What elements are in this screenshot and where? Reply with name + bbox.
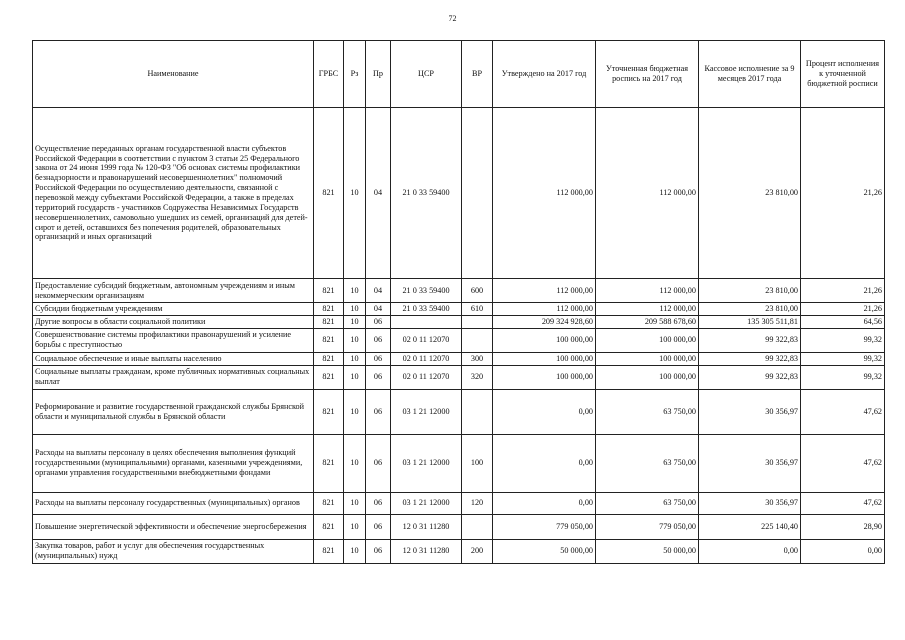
row-approved: 779 050,00 [493, 514, 596, 539]
row-vr [462, 514, 493, 539]
row-name: Осуществление переданных органам государственной власти субъектов Российской Федерации в соответствии с пунктом 3 статьи 25 Федерального закона от 24 июня 1999 года № 120-ФЗ "Об основах системы профилактики безнадзорности и правонарушений несовершеннолетних" полномочий Российской Федерации по осуществлению деятельности, связанной с перевозкой между субъектами Российской Федерации, а также в пределах территорий государств - участников Содружества Независимых Государств несовершеннолетних, самовольно ушедших из семей, организаций для детей-сирот и детей, оставшихся без попечения родителей, образовательных организаций и иных организаций [33, 108, 314, 279]
table-row [33, 352, 885, 365]
row-rz: 10 [344, 434, 366, 492]
row-approved: 0,00 [493, 492, 596, 514]
row-pr: 06 [366, 389, 391, 434]
row-cash: 225 140,40 [699, 514, 801, 539]
row-csr: 02 0 11 12070 [391, 328, 462, 352]
row-csr: 21 0 33 59400 [391, 108, 462, 279]
row-vr [462, 315, 493, 328]
header-pr: Пр [366, 41, 391, 108]
row-grbs: 821 [314, 303, 344, 316]
row-approved: 50 000,00 [493, 539, 596, 563]
row-percent: 47,62 [801, 389, 885, 434]
row-percent: 99,32 [801, 365, 885, 389]
table-row [33, 108, 885, 279]
row-rz: 10 [344, 303, 366, 316]
row-pr: 06 [366, 492, 391, 514]
row-name: Другие вопросы в области социальной политики [33, 315, 314, 328]
header-grbs: ГРБС [314, 41, 344, 108]
row-cash: 30 356,97 [699, 389, 801, 434]
row-rz: 10 [344, 328, 366, 352]
row-name: Расходы на выплаты персоналу в целях обеспечения выполнения функций государственными (муниципальными) органами, казенными учреждениями, органами управления государственными внебюджетными фондами [33, 434, 314, 492]
row-name: Закупка товаров, работ и услуг для обеспечения государственных (муниципальных) нужд [33, 539, 314, 563]
row-vr: 610 [462, 303, 493, 316]
row-pr: 06 [366, 328, 391, 352]
row-pr: 06 [366, 434, 391, 492]
row-pr: 06 [366, 539, 391, 563]
row-vr [462, 108, 493, 279]
header-percent: Процент исполнения к уточненной бюджетной росписи [801, 41, 885, 108]
table-row [33, 514, 885, 539]
table-row [33, 328, 885, 352]
row-cash: 99 322,83 [699, 328, 801, 352]
row-csr: 02 0 11 12070 [391, 365, 462, 389]
row-refined: 112 000,00 [596, 108, 699, 279]
row-cash: 99 322,83 [699, 365, 801, 389]
row-name: Предоставление субсидий бюджетным, автономным учреждениям и иным некоммерческим организациям [33, 279, 314, 303]
row-pr: 06 [366, 365, 391, 389]
row-pr: 04 [366, 279, 391, 303]
row-grbs: 821 [314, 492, 344, 514]
row-refined: 112 000,00 [596, 279, 699, 303]
row-percent: 99,32 [801, 328, 885, 352]
row-vr: 300 [462, 352, 493, 365]
row-percent: 47,62 [801, 492, 885, 514]
row-grbs: 821 [314, 389, 344, 434]
row-csr: 03 1 21 12000 [391, 492, 462, 514]
row-name: Субсидии бюджетным учреждениям [33, 303, 314, 316]
row-grbs: 821 [314, 365, 344, 389]
row-vr [462, 389, 493, 434]
row-refined: 779 050,00 [596, 514, 699, 539]
row-percent: 28,90 [801, 514, 885, 539]
table-row [33, 539, 885, 563]
row-approved: 112 000,00 [493, 279, 596, 303]
row-cash: 23 810,00 [699, 303, 801, 316]
row-rz: 10 [344, 315, 366, 328]
row-cash: 99 322,83 [699, 352, 801, 365]
row-percent: 64,56 [801, 315, 885, 328]
row-percent: 99,32 [801, 352, 885, 365]
row-pr: 06 [366, 315, 391, 328]
row-approved: 100 000,00 [493, 365, 596, 389]
row-rz: 10 [344, 539, 366, 563]
row-cash: 30 356,97 [699, 434, 801, 492]
table-body [33, 108, 885, 564]
table-row [33, 315, 885, 328]
row-refined: 100 000,00 [596, 328, 699, 352]
row-csr: 21 0 33 59400 [391, 279, 462, 303]
row-cash: 0,00 [699, 539, 801, 563]
row-approved: 100 000,00 [493, 328, 596, 352]
row-name: Совершенствование системы профилактики правонарушений и усиление борьбы с преступностью [33, 328, 314, 352]
row-cash: 30 356,97 [699, 492, 801, 514]
row-percent: 21,26 [801, 108, 885, 279]
header-approved: Утверждено на 2017 год [493, 41, 596, 108]
row-percent: 0,00 [801, 539, 885, 563]
row-csr: 21 0 33 59400 [391, 303, 462, 316]
row-csr: 02 0 11 12070 [391, 352, 462, 365]
row-name: Реформирование и развитие государственной гражданской службы Брянской области и муниципальной службы в Брянской области [33, 389, 314, 434]
row-rz: 10 [344, 352, 366, 365]
table-row [33, 303, 885, 316]
row-rz: 10 [344, 108, 366, 279]
row-pr: 06 [366, 514, 391, 539]
header-vr: ВР [462, 41, 493, 108]
row-grbs: 821 [314, 328, 344, 352]
row-cash: 135 305 511,81 [699, 315, 801, 328]
row-approved: 0,00 [493, 389, 596, 434]
row-percent: 21,26 [801, 303, 885, 316]
row-refined: 112 000,00 [596, 303, 699, 316]
row-rz: 10 [344, 514, 366, 539]
row-grbs: 821 [314, 434, 344, 492]
row-grbs: 821 [314, 352, 344, 365]
header-name: Наименование [33, 41, 314, 108]
budget-table [32, 40, 885, 564]
row-grbs: 821 [314, 315, 344, 328]
row-refined: 209 588 678,60 [596, 315, 699, 328]
row-csr [391, 315, 462, 328]
header-refined: Уточненная бюджетная роспись на 2017 год [596, 41, 699, 108]
row-rz: 10 [344, 492, 366, 514]
header-rz: Рз [344, 41, 366, 108]
row-name: Повышение энергетической эффективности и обеспечение энергосбережения [33, 514, 314, 539]
table-row [33, 492, 885, 514]
row-pr: 04 [366, 303, 391, 316]
row-approved: 0,00 [493, 434, 596, 492]
row-approved: 112 000,00 [493, 108, 596, 279]
row-cash: 23 810,00 [699, 108, 801, 279]
row-name: Расходы на выплаты персоналу государственных (муниципальных) органов [33, 492, 314, 514]
table-row [33, 365, 885, 389]
row-rz: 10 [344, 365, 366, 389]
row-grbs: 821 [314, 108, 344, 279]
row-refined: 63 750,00 [596, 492, 699, 514]
header-csr: ЦСР [391, 41, 462, 108]
row-refined: 63 750,00 [596, 434, 699, 492]
table-row [33, 389, 885, 434]
table-row [33, 279, 885, 303]
row-rz: 10 [344, 389, 366, 434]
row-pr: 04 [366, 108, 391, 279]
row-approved: 100 000,00 [493, 352, 596, 365]
table-row [33, 434, 885, 492]
row-approved: 209 324 928,60 [493, 315, 596, 328]
row-grbs: 821 [314, 514, 344, 539]
header-cash: Кассовое исполнение за 9 месяцев 2017 года [699, 41, 801, 108]
row-name: Социальные выплаты гражданам, кроме публичных нормативных социальных выплат [33, 365, 314, 389]
row-vr: 100 [462, 434, 493, 492]
row-grbs: 821 [314, 539, 344, 563]
row-rz: 10 [344, 279, 366, 303]
row-refined: 50 000,00 [596, 539, 699, 563]
row-approved: 112 000,00 [493, 303, 596, 316]
row-percent: 21,26 [801, 279, 885, 303]
row-percent: 47,62 [801, 434, 885, 492]
row-vr: 120 [462, 492, 493, 514]
row-name: Социальное обеспечение и иные выплаты населению [33, 352, 314, 365]
page-number: 72 [448, 14, 457, 23]
row-refined: 63 750,00 [596, 389, 699, 434]
row-vr: 600 [462, 279, 493, 303]
row-vr: 200 [462, 539, 493, 563]
row-refined: 100 000,00 [596, 352, 699, 365]
row-vr: 320 [462, 365, 493, 389]
row-cash: 23 810,00 [699, 279, 801, 303]
row-csr: 03 1 21 12000 [391, 434, 462, 492]
row-vr [462, 328, 493, 352]
table-header-row [33, 41, 885, 108]
row-refined: 100 000,00 [596, 365, 699, 389]
row-csr: 12 0 31 11280 [391, 514, 462, 539]
row-csr: 03 1 21 12000 [391, 389, 462, 434]
row-csr: 12 0 31 11280 [391, 539, 462, 563]
row-grbs: 821 [314, 279, 344, 303]
row-pr: 06 [366, 352, 391, 365]
